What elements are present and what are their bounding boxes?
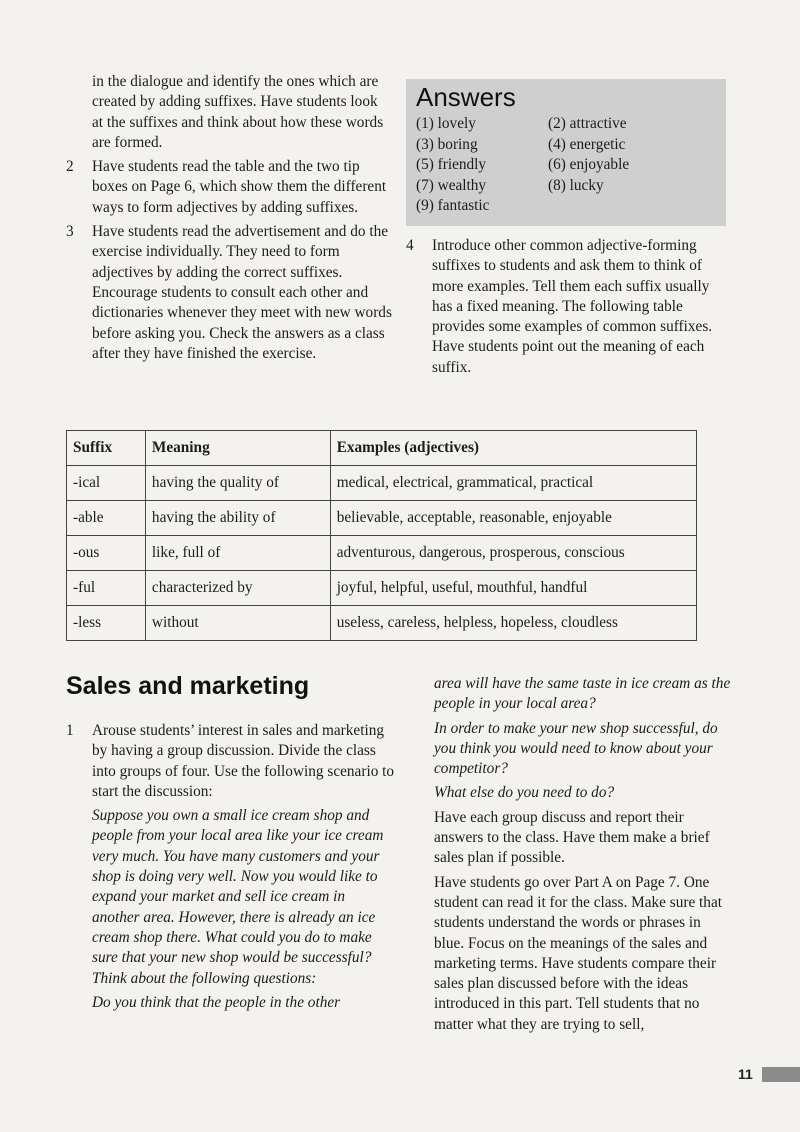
answer-item: (9) fantastic [416, 197, 490, 214]
table-cell: joyful, helpful, useful, mouthful, handful [330, 571, 696, 606]
table-header-row [67, 431, 697, 466]
table-cell: having the quality of [145, 466, 330, 501]
answer-item: (1) lovely [416, 115, 476, 132]
list-item-number: 4 [406, 237, 414, 254]
question-end: area will have the same taste in ice cream as the people in your local area? [434, 675, 731, 713]
answers-box [406, 79, 726, 226]
list-item-number: 1 [66, 722, 74, 739]
scenario-text: Suppose you own a small ice cream shop and people from your local area like your ice cream very much. You have many customers and your shop is doing very well. Now you would like to expand your market and sell ice cream in another area. However, there is already an ice cream shop there. What could you do to make sure that your new shop would be successful? Think about the following questions: [92, 807, 384, 987]
table-row [67, 606, 697, 641]
list-item [66, 721, 396, 802]
answer-item: (3) boring [416, 135, 478, 153]
table-header-cell: Suffix [67, 431, 146, 466]
answer-item: (6) enjoyable [548, 156, 630, 173]
list-item-number: 3 [66, 223, 74, 241]
table-header-cell: Meaning [145, 431, 330, 466]
table-cell: adventurous, dangerous, prosperous, conscious [330, 536, 696, 571]
section-title: Sales and marketing [66, 672, 310, 700]
list-item-text: Have students read the table and the two tip boxes on Page 6, which show them the different ways to form adjectives by adding suffixes. [92, 158, 387, 216]
table-cell: -less [67, 606, 146, 641]
list-item-text: Arouse students’ interest in sales and marketing by having a group discussion. Divide the class into groups of four. Use the following scenario to start the discussion: [92, 722, 395, 800]
list-item-text: in the dialogue and identify the ones which are created by adding suffixes. Have students look at the suffixes and think about how these words are formed. [92, 73, 384, 151]
answer-item: (5) friendly [416, 156, 487, 173]
table-cell: believable, acceptable, reasonable, enjoyable [330, 501, 696, 536]
left-top-column [66, 72, 392, 368]
table-cell: characterized by [145, 571, 330, 606]
table-row [67, 501, 697, 536]
question-start: Do you think that the people in the other [92, 993, 341, 1011]
table-cell: -ful [67, 571, 146, 606]
list-item-text: Introduce other common adjective-forming suffixes to students and ask them to think of more examples. Tell them each suffix usually has a fixed meaning. The following table provides some examples of common suffixes. Have students point out the meaning of each suffix. [432, 237, 713, 376]
answers-list [416, 114, 716, 217]
table-row [67, 536, 697, 571]
table-row [67, 571, 697, 606]
answer-item: (7) wealthy [416, 176, 487, 194]
answer-item: (2) attractive [548, 115, 627, 132]
table-row [67, 466, 697, 501]
page-number-bar [762, 1067, 800, 1082]
answer-item: (8) lucky [548, 176, 604, 194]
question-competitor: In order to make your new shop successful, do you think you would need to know about your competitor? [434, 719, 718, 778]
answers-title: Answers [416, 82, 516, 112]
list-item [66, 222, 392, 364]
right-top-column [406, 236, 732, 382]
list-item [66, 72, 392, 153]
right-bottom-column [434, 674, 734, 1039]
table-cell: without [145, 606, 330, 641]
table-cell: useless, careless, helpless, hopeless, cloudless [330, 606, 696, 641]
left-bottom-column [66, 721, 396, 1013]
table-header-cell: Examples (adjectives) [330, 431, 696, 466]
list-item-number: 2 [66, 158, 74, 176]
list-item [66, 157, 392, 218]
table-cell: -able [67, 501, 146, 536]
instruction-paragraph: Have students go over Part A on Page 7. One student can read it for the class. Make sure that students understand the words or phrases in blue. Focus on the meanings of the sales and marketing terms. Have students compare their sales plan discussed before with the ideas introduced in this part. Tell students that no matter what they are trying to sell, [434, 873, 722, 1033]
table-cell: like, full of [145, 536, 330, 571]
suffix-table [66, 430, 697, 641]
page-number: 11 [738, 1066, 753, 1082]
table-cell: -ical [67, 466, 146, 501]
answer-item: (4) energetic [548, 135, 626, 153]
list-item-text: Have students read the advertisement and do the exercise individually. They need to form adjectives by adding the correct suffixes. Encourage students to consult each other and dictionaries whenever they meet with new words before asking you. Check the answers as a class after they have finished the exercise. [92, 223, 392, 362]
instruction-paragraph: Have each group discuss and report their answers to the class. Have them make a brief sales plan if possible. [434, 808, 710, 867]
question-else: What else do you need to do? [434, 784, 615, 802]
table-cell: -ous [67, 536, 146, 571]
list-item [406, 236, 732, 378]
table-cell: having the ability of [145, 501, 330, 536]
table-cell: medical, electrical, grammatical, practical [330, 466, 696, 501]
